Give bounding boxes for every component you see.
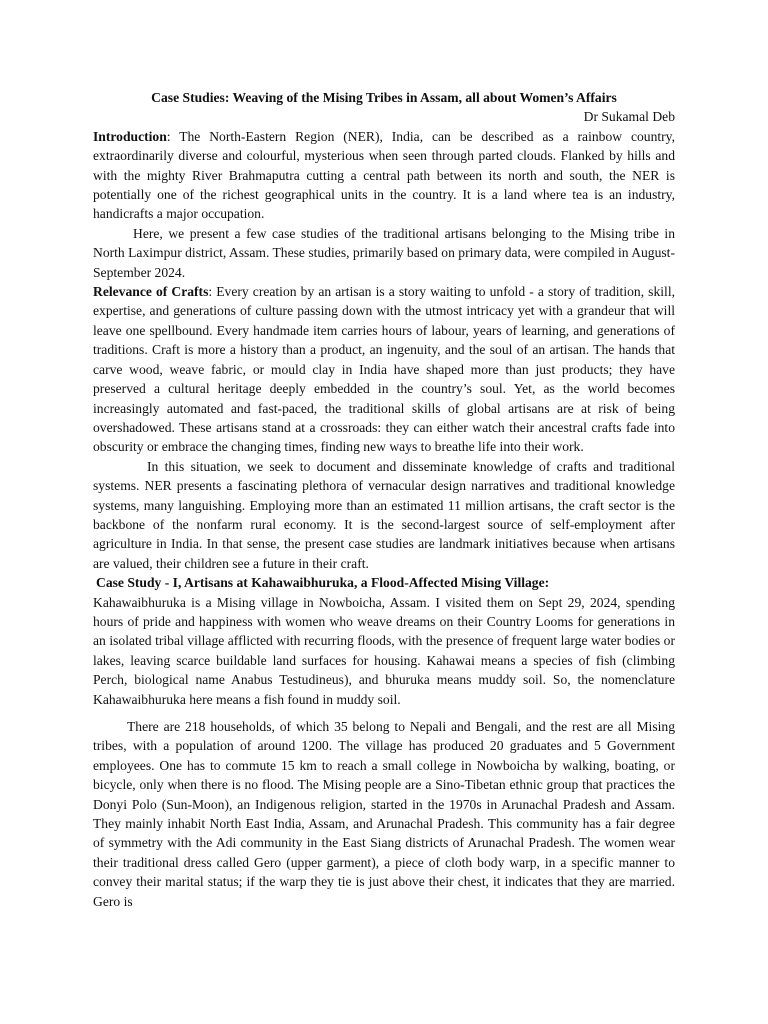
case-study-1-paragraph-2: There are 218 households, of which 35 belong to Nepali and Bengali, and the rest are all Mising tribes, with a population of around 1200. The village has produced 20 graduates and 5 Government employees. One has to commute 15 km to reach a small college in Nowboicha by walking, boating, or bicycle, only when there is no flood. The Mising people are a Sino-Tibetan ethnic group that practices the Donyi Polo (Sun-Moon), an Indigenous religion, started in the 1970s in Arunachal Pradesh and Assam. They mainly inhabit North East India, Assam, and Arunachal Pradesh. This community has a fair degree of symmetry with the Adi community in the East Siang districts of Arunachal Pradesh. The women wear their traditional dress called Gero (upper garment), a piece of cloth body warp, in a specific manner to convey their marital status; if the warp they tie is just above their chest, it indicates that they are married. Gero is [93, 719, 675, 909]
relevance-text: : Every creation by an artisan is a story waiting to unfold - a story of tradition, skill, expertise, and generations of culture passing down with the utmost intricacy yet with a grandeur that will leave one spellbound. Every handmade item carries hours of labour, years of learning, and generations of traditions. Craft is more a history than a product, an ingenuity, and the soul of an artisan. The hands that carve wood, weave fabric, or mould clay in India have shaped more than just products; they have preserved a cultural heritage deeply embedded in the country’s soul. Yet, as the world becomes increasingly automated and fast-paced, the traditional skills of global artisans are at risk of being overshadowed. These artisans stand at a crossroads: they can either watch their ancestral crafts fade into obscurity or embrace the changing times, finding new ways to breathe life into their work. [93, 284, 675, 455]
document-page [93, 88, 675, 911]
introduction-heading: Introduction [93, 128, 167, 144]
document-title: Case Studies: Weaving of the Mising Tribes in Assam, all about Women’s Affairs [151, 90, 617, 105]
introduction-text: : The North-Eastern Region (NER), India, can be described as a rainbow country, extraordinarily diverse and colourful, mysterious when seen through parted clouds. Flanked by hills and with the mighty River Brahmaputra cutting a central path between its north and south, the NER is potentially one of the richest geographical units in the country. It is a land where tea is an industry, handicrafts a major occupation. [93, 128, 675, 222]
present-paragraph: Here, we present a few case studies of the traditional artisans belonging to the Mising tribe in North Laximpur district, Assam. These studies, primarily based on primary data, were compiled in August-September 2024. [93, 225, 675, 280]
case-study-1-paragraph-1: Kahawaibhuruka is a Mising village in Nowboicha, Assam. I visited them on Sept 29, 2024, spending hours of pride and happiness with women who weave dreams on their Country Looms for generations in an isolated tribal village afflicted with recurring floods, with the presence of frequent large water bodies or lakes, leaving scarce buildable land surfaces for housing. Kahawai means a species of fish (climbing Perch, biological name Anabus Testudineus), and bhuruka means muddy soil. So, the nomenclature Kahawaibhuruka here means a fish found in muddy soil. [93, 594, 675, 707]
case-study-1-heading: Case Study - I, Artisans at Kahawaibhuruka, a Flood-Affected Mising Village: [96, 575, 550, 591]
author-name: Dr Sukamal Deb [583, 109, 675, 125]
relevance-heading: Relevance of Crafts [93, 284, 209, 300]
situation-paragraph: In this situation, we seek to document and disseminate knowledge of crafts and traditional systems. NER presents a fascinating plethora of vernacular design narratives and traditional knowledge systems, many languishing. Employing more than an estimated 11 million artisans, the craft sector is the backbone of the nonfarm rural economy. It is the second-largest source of self-employment after agriculture in India. In that sense, the present case studies are landmark initiatives because when artisans are valued, their children see a future in their craft. [93, 458, 675, 571]
introduction-paragraph [93, 127, 675, 224]
relevance-paragraph [93, 282, 675, 457]
